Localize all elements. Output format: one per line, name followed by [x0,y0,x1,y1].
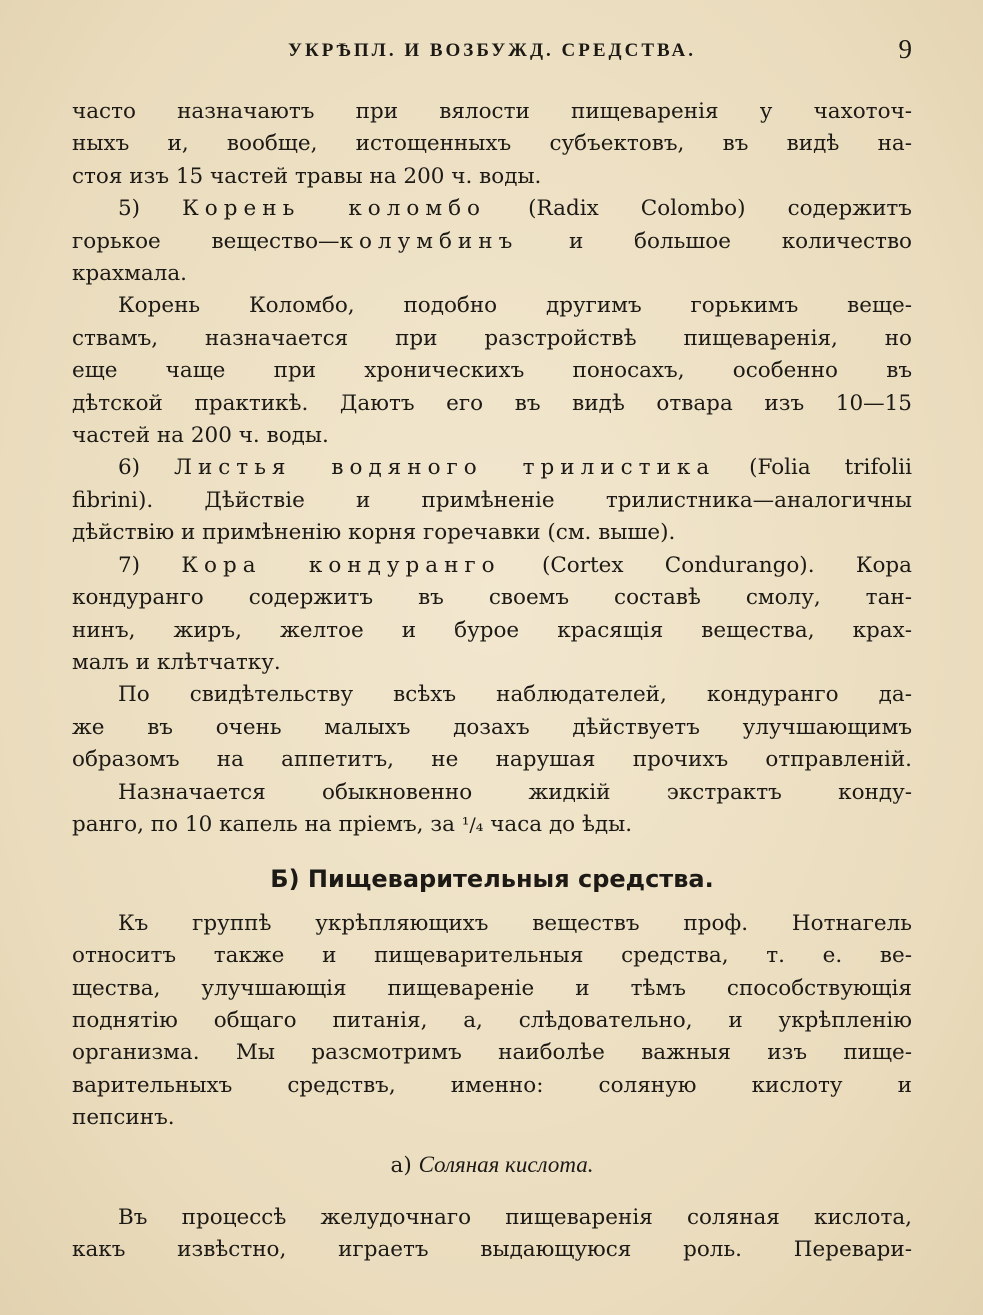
text-line: дѣйствію и примѣненію корня горечавки (см. выше). [72,520,676,546]
text-line: образомъ на аппетитъ, не нарушая прочихъ отправленій. [72,747,912,773]
text-line: ствамъ, назначается при разстройствѣ пищеваренія, но [72,325,912,351]
text-line: Къ группѣ укрѣпляющихъ веществъ проф. Нотнагель [118,910,912,936]
section-heading: Б) Пищеварительныя средства. [270,865,714,894]
subsection-label: а) [390,1152,412,1178]
item-number: 7) [118,552,141,578]
item-number: 5) [118,196,141,222]
item-5-line-1 [72,193,912,225]
text-line: нинъ, жиръ, желтое и бурое красящія вещества, крах- [72,617,912,643]
text-line: стоя изъ 15 частей травы на 200 ч. воды. [72,163,542,189]
text-line: Корень Коломбо, подобно другимъ горькимъ веще- [118,293,912,319]
text-line: пепсинъ. [72,1105,175,1131]
text-line: Назначается обыкновенно жидкій экстрактъ конду- [118,779,912,805]
text-line: кондуранго содержитъ въ своемъ составѣ смолу, тан- [72,585,912,611]
text-line: относитъ также и пищеварительныя средства, т. е. ве- [72,943,912,969]
page-number: 9 [898,34,912,64]
text-line: По свидѣтельству всѣхъ наблюдателей, кондуранго да- [118,682,912,708]
item-term: Корень коломбо [182,196,486,222]
text-line: часто назначаютъ при вялости пищеваренія у чахоточ- [72,99,912,124]
item-5-line-2 [72,226,912,258]
text-line: какъ извѣстно, играетъ выдающуюся роль. Перевари- [72,1237,912,1263]
page-header [72,34,912,68]
text-line: организма. Мы разсмотримъ наиболѣе важныя изъ пище- [72,1040,912,1066]
text-fragment: горькое вещество— [72,228,340,254]
text-line: щества, улучшающія пищевареніе и тѣмъ способствующія [72,975,912,1001]
dosage-line [72,809,912,841]
body-text [72,96,912,1267]
item-7-line-1 [72,550,912,582]
subsection-heading [72,1149,912,1182]
substance-term: колумбинъ [339,228,519,254]
subsection-title: Соляная кислота. [418,1151,594,1177]
text-line: малъ и клѣтчатку. [72,649,281,675]
running-head: УКРѢПЛ. И ВОЗБУЖД. СРЕДСТВА. [288,40,696,61]
text-line: Въ процессѣ желудочнаго пищеваренія соляная кислота, [118,1205,912,1230]
item-6-line-1 [72,452,912,484]
item-term: Кора кондуранго [181,552,501,578]
text-line: еще чаще при хроническихъ поносахъ, особенно въ [72,358,912,384]
text-line: же въ очень малыхъ дозахъ дѣйствуетъ улучшающимъ [72,714,912,740]
item-number: 6) [118,455,141,481]
latin-name: (Radix Colombo) содержитъ [528,196,912,222]
text-fragment: и большое количество [518,228,912,254]
item-term: Листья водяного трилистика [174,455,716,481]
text-fragment: ранго, по 10 капель на пріемъ, за [72,811,455,837]
text-line: ныхъ и, вообще, истощенныхъ субъектовъ, въ видѣ на- [72,131,912,157]
latin-name: (Folia trifolii [749,455,912,481]
text-line: дѣтской практикѣ. Даютъ его въ видѣ отвара изъ 10—15 [72,390,912,416]
text-line: частей на 200 ч. воды. [72,423,329,449]
text-line: fibrini). Дѣйствіе и примѣненіе трилистника—аналогичны [72,487,912,513]
text-fragment: часа до ѣды. [490,811,633,837]
text-line: поднятію общаго питанія, а, слѣдовательно, и укрѣпленію [72,1007,912,1033]
text-line: крахмала. [72,261,187,287]
text-line: варительныхъ средствъ, именно: соляную кислоту и [72,1072,912,1098]
fraction: ¹/₄ [461,813,484,836]
latin-name: (Cortex Condurango). Кора [541,552,913,578]
